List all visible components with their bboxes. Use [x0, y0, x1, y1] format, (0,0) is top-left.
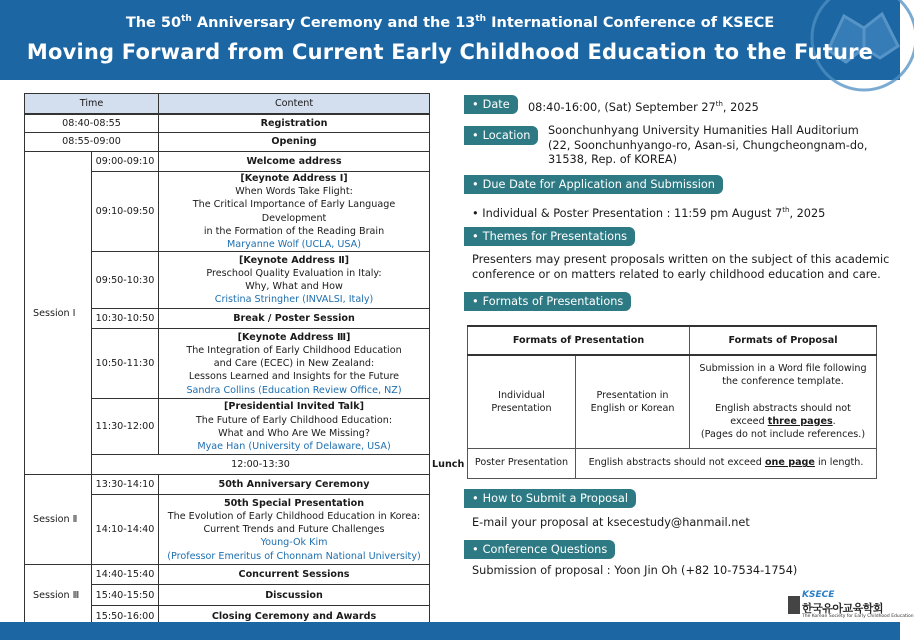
time-cell: 08:40-08:55	[25, 114, 159, 133]
proposal-line: Submission in a Word file following	[699, 363, 867, 375]
ksece-logo	[788, 590, 914, 622]
session-label: Session Ⅲ	[25, 565, 92, 627]
themes-line: conference or on matters related to early childhood education and care.	[472, 267, 881, 281]
table-row	[468, 448, 877, 478]
table-row	[25, 152, 430, 172]
format-proposal-cell	[690, 355, 877, 448]
table-row	[25, 133, 430, 152]
format-language-cell	[576, 355, 690, 448]
content-cell: Discussion	[159, 585, 430, 606]
content-cell	[159, 329, 430, 399]
talk-title-line: The Evolution of Early Childhood Education in Korea:	[167, 510, 421, 522]
date-label: • Date	[464, 95, 518, 114]
proposal-line: exceed three pages.	[730, 415, 836, 427]
keynote-heading: [Keynote Address Ⅲ]	[237, 331, 351, 343]
col-content-header: Content	[159, 94, 430, 114]
bullet-icon: •	[472, 178, 479, 191]
date-text: 08:40-16:00, (Sat) September 27th, 2025	[528, 100, 759, 114]
header-banner	[0, 0, 900, 80]
time-cell: 11:30-12:00	[92, 399, 159, 455]
content-cell: Opening	[159, 133, 430, 152]
content-cell: Welcome address	[159, 152, 430, 172]
themes-text	[472, 253, 889, 282]
time-cell: 10:30-10:50	[92, 309, 159, 329]
footer-bar	[0, 622, 900, 640]
due-date-text: • Individual & Poster Presentation : 11:59 pm August 7th, 2025	[472, 206, 826, 220]
questions-text: Submission of proposal : Yoon Jin Oh (+82 10-7534-1754)	[472, 564, 798, 577]
bullet-icon: •	[472, 492, 479, 505]
schedule-table	[24, 93, 465, 627]
bullet-icon: •	[472, 129, 479, 142]
proposal-line: (Pages do not include references.)	[700, 429, 866, 441]
table-row	[25, 475, 430, 495]
time-cell: 09:50-10:30	[92, 252, 159, 309]
content-cell: 50th Anniversary Ceremony	[159, 475, 430, 495]
time-cell: 09:00-09:10	[92, 152, 159, 172]
speaker-name: Young-Ok Kim	[260, 537, 328, 549]
time-cell: 15:50-16:00	[92, 606, 159, 627]
logo-korean: 한국유아교육학회	[802, 602, 884, 615]
speaker-name: Maryanne Wolf (UCLA, USA)	[227, 239, 361, 251]
page-limit: three pages	[767, 415, 833, 427]
talk-title-line: When Words Take Flight:	[235, 186, 353, 198]
session-label: Session Ⅱ	[25, 475, 92, 565]
content-cell: Closing Ceremony and Awards	[159, 606, 430, 627]
language-line: English or Korean	[590, 402, 675, 414]
col-time-header: Time	[25, 94, 159, 114]
format-name-cell: Poster Presentation	[468, 448, 576, 478]
submit-label: • How to Submit a Proposal	[464, 489, 636, 508]
format-name-cell: Individual Presentation	[468, 355, 576, 448]
time-cell: 14:10-14:40	[92, 495, 159, 565]
speaker-name: Cristina Stringher (INVALSI, Italy)	[214, 294, 374, 306]
col-presentation-header: Formats of Presentation	[468, 326, 690, 355]
talk-title-line: The Critical Importance of Early Language Development	[192, 199, 396, 224]
keynote-heading: [Keynote Address Ⅰ]	[240, 173, 348, 184]
due-date-label: • Due Date for Application and Submission	[464, 175, 723, 194]
formats-header-row	[468, 326, 877, 355]
time-cell: 15:40-15:50	[92, 585, 159, 606]
page-limit: one page	[764, 457, 815, 469]
content-cell: Concurrent Sessions	[159, 565, 430, 585]
talk-title-line: The Integration of Early Childhood Education	[186, 344, 402, 356]
table-row	[25, 114, 430, 133]
talk-title-line: Why, What and How	[245, 281, 343, 293]
time-cell: 14:40-15:40	[92, 565, 159, 585]
content-cell: Break / Poster Session	[159, 309, 430, 329]
logo-english: KSECE	[802, 590, 835, 600]
speaker-affiliation: (Professor Emeritus of Chonnam National University)	[167, 550, 421, 562]
talk-title-line: and Care (ECEC) in New Zealand:	[213, 358, 375, 370]
bullet-icon: •	[472, 295, 479, 308]
themes-line: Presenters may present proposals written on the subject of this academic	[472, 253, 890, 266]
special-heading: 50th Special Presentation	[223, 497, 365, 509]
speaker-name: Sandra Collins (Education Review Office, NZ)	[186, 384, 402, 396]
col-proposal-header: Formats of Proposal	[690, 326, 877, 355]
content-cell	[159, 252, 430, 309]
location-line: (22, Soonchunhyango-ro, Asan-si, Chungcheongnam-do,	[548, 138, 868, 152]
time-cell: 08:55-09:00	[25, 133, 159, 152]
table-row	[468, 355, 877, 448]
table-row	[25, 565, 430, 585]
talk-title-line: What and Who Are We Missing?	[218, 427, 370, 439]
formats-table	[467, 325, 877, 479]
content-cell	[159, 495, 430, 565]
bullet-icon: •	[472, 543, 479, 556]
time-cell: 10:50-11:30	[92, 329, 159, 399]
proposal-line: English abstracts should not	[715, 402, 851, 414]
submit-text: E-mail your proposal at ksecestudy@hanmail.net	[472, 516, 750, 529]
talk-title-line: Lessons Learned and Insights for the Future	[188, 371, 400, 383]
formats-label: • Formats of Presentations	[464, 292, 631, 311]
schedule-header-row	[25, 94, 430, 114]
talk-title-line: in the Formation of the Reading Brain	[203, 225, 385, 237]
logo-mark-icon	[788, 596, 800, 614]
location-text	[548, 124, 868, 168]
format-proposal-cell: English abstracts should not exceed one page in length.	[576, 448, 877, 478]
time-cell: 13:30-14:10	[92, 475, 159, 495]
talk-title-line: Preschool Quality Evaluation in Italy:	[206, 268, 382, 280]
themes-label: • Themes for Presentations	[464, 227, 635, 246]
location-line: 31538, Rep. of KOREA)	[548, 153, 678, 166]
keynote-heading: [Keynote Address Ⅱ]	[238, 254, 350, 266]
location-line: Soonchunhyang University Humanities Hall Auditorium	[548, 124, 859, 137]
keynote-heading: [Presidential Invited Talk]	[224, 401, 364, 413]
speaker-name: Myae Han (University of Delaware, USA)	[197, 440, 391, 452]
logo-tagline: The Korean Society for Early Childhood Education	[802, 614, 914, 619]
spacer	[693, 389, 873, 402]
header-title: Moving Forward from Current Early Childhood Education to the Future	[26, 40, 874, 64]
location-label: • Location	[464, 126, 538, 145]
talk-title-line: Current Trends and Future Challenges	[203, 524, 385, 536]
time-cell: 12:00-13:30	[92, 455, 430, 475]
language-line: Presentation in	[596, 389, 669, 401]
content-cell: Registration	[159, 114, 430, 133]
content-cell	[159, 399, 430, 455]
bullet-icon: •	[472, 98, 479, 111]
questions-label: • Conference Questions	[464, 540, 615, 559]
header-subtitle: The 50th Anniversary Ceremony and the 13th International Conference of KSECE	[125, 14, 775, 31]
bullet-icon: •	[472, 230, 479, 243]
proposal-line: the conference template.	[722, 376, 844, 388]
time-cell: 09:10-09:50	[92, 172, 159, 252]
content-cell	[159, 172, 430, 252]
table-row: 12:00-13:30 Lunch	[25, 455, 430, 475]
session-label: Session Ⅰ	[25, 152, 92, 475]
talk-title-line: The Future of Early Childhood Education:	[195, 414, 393, 426]
